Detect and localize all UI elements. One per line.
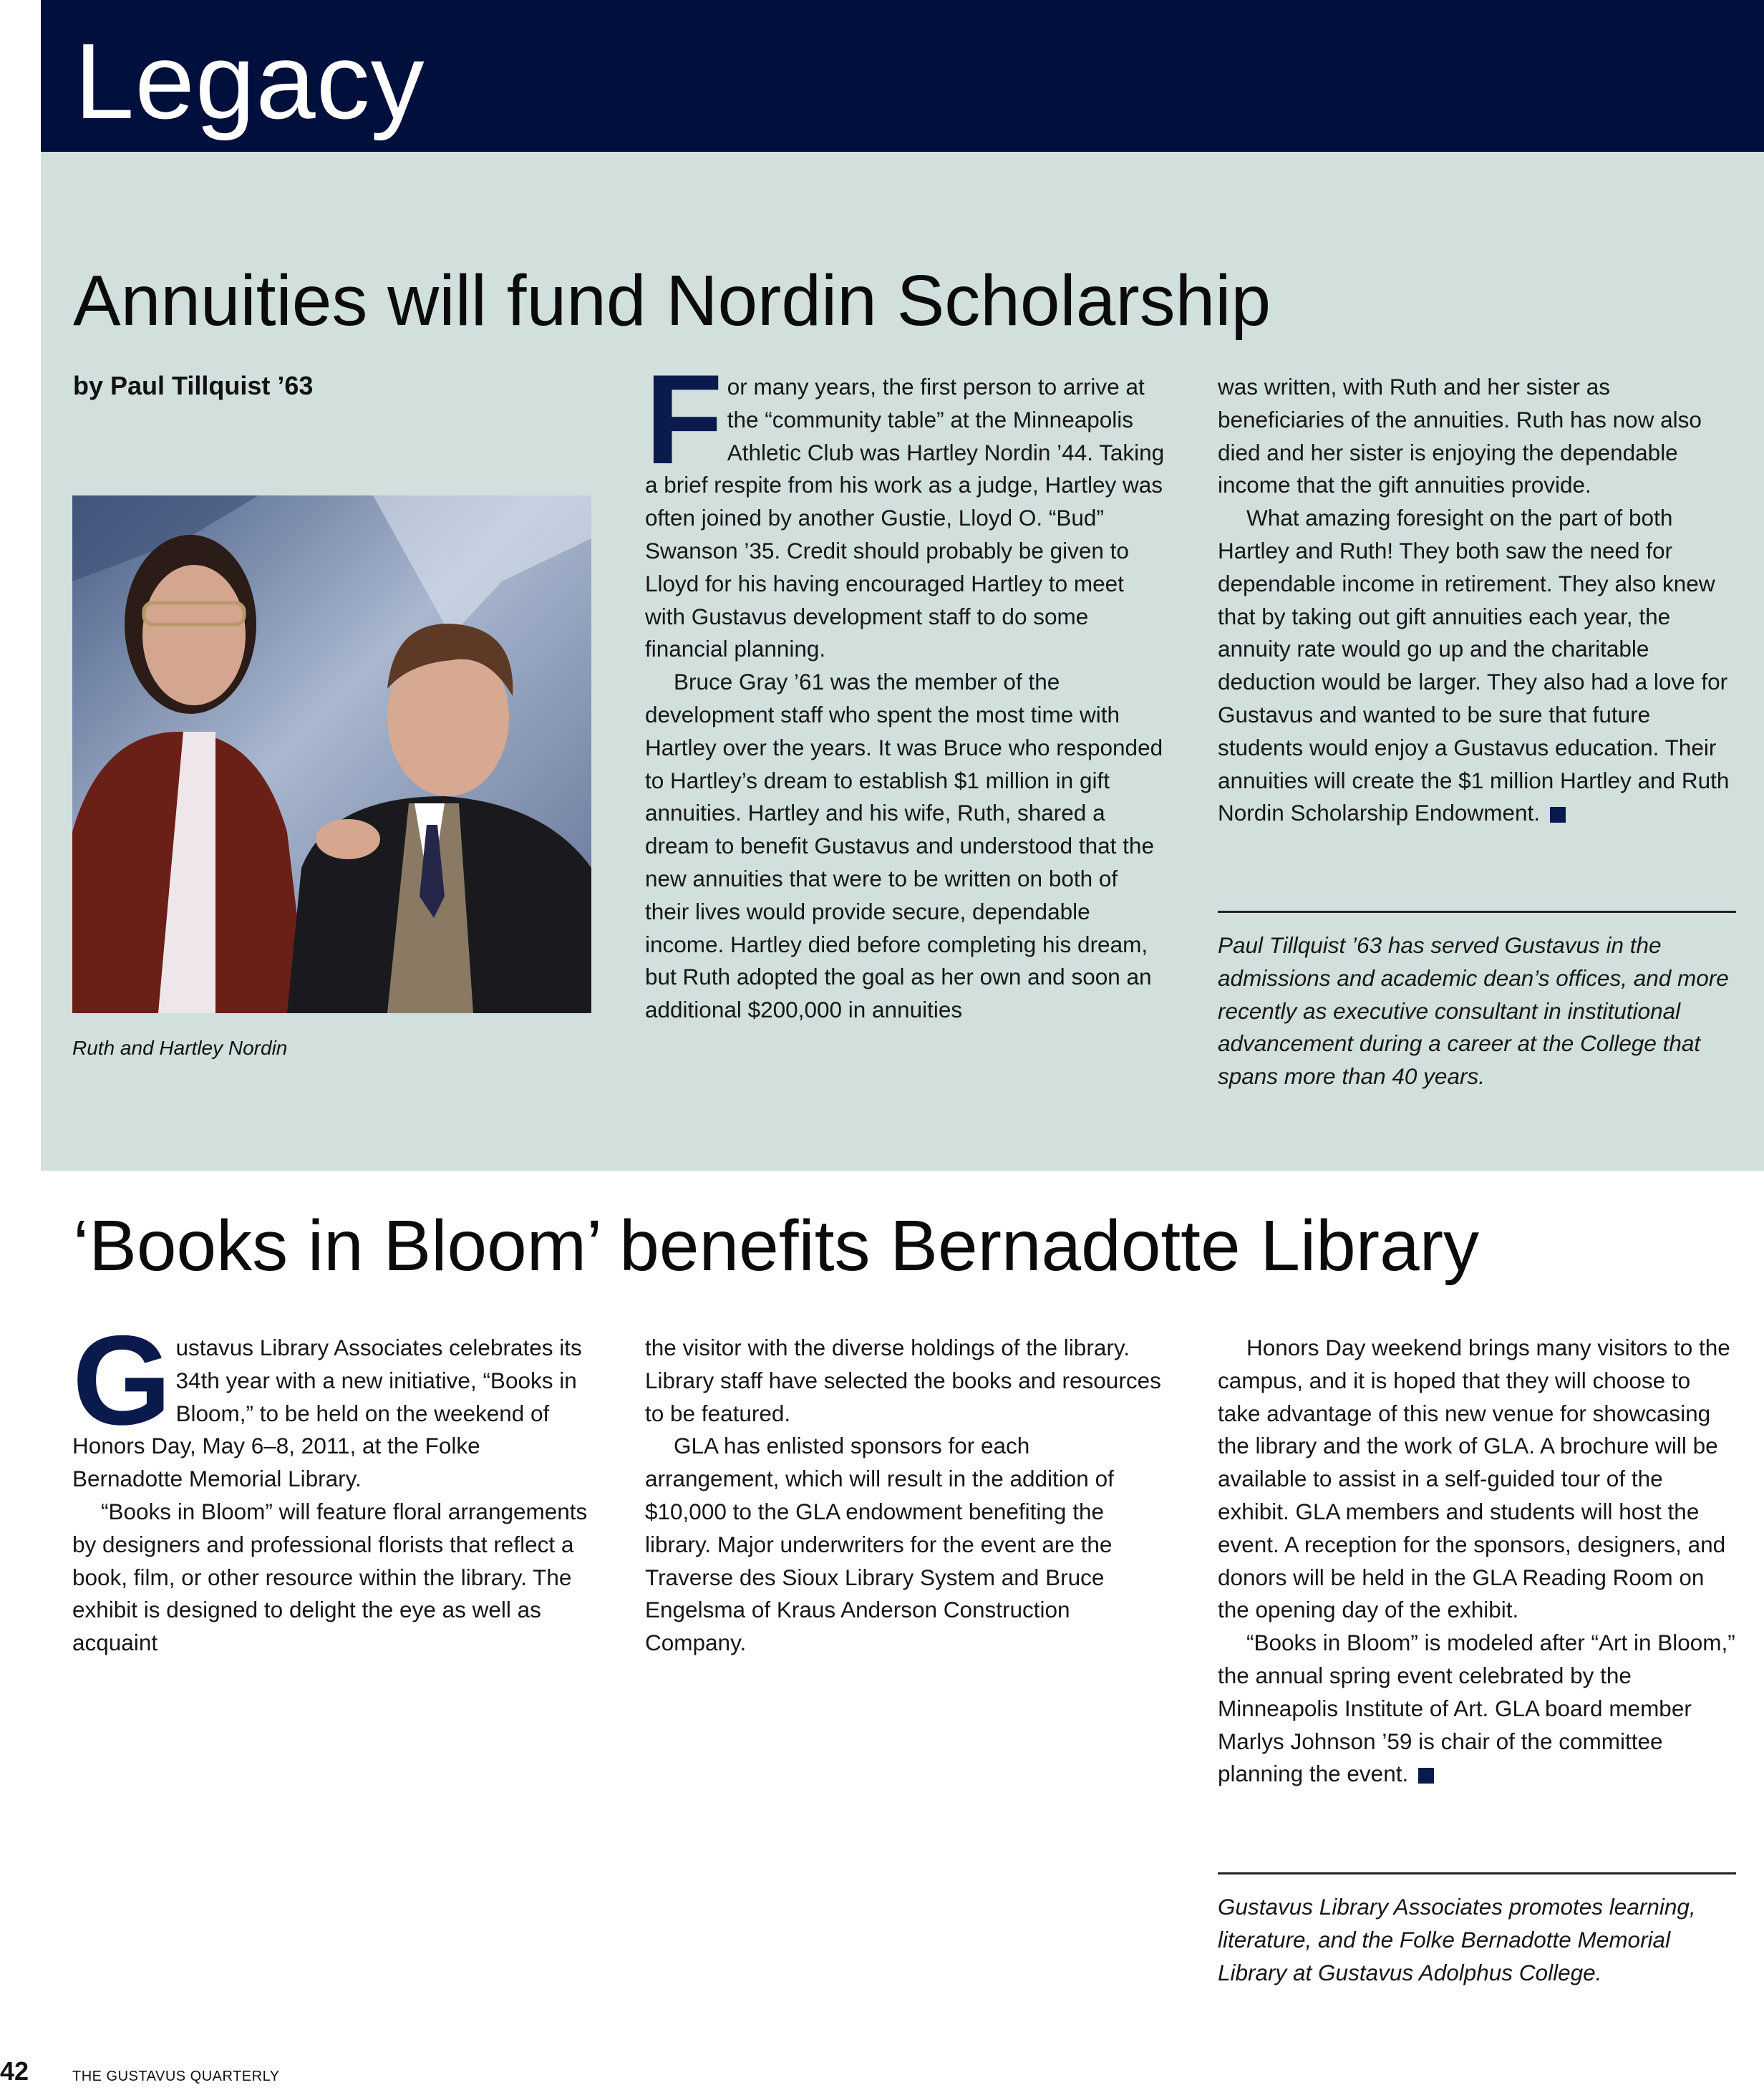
article2-column-3 (1218, 1332, 1739, 1791)
article1-paragraph (1218, 502, 1739, 830)
article1-paragraph (645, 348, 1166, 666)
article2-paragraph: “Books in Bloom” will feature floral arrangements by designers and professional florists that reflect a book, film, or other resource within the library. The exhibit is designed to delight the eye as well as acquaint (72, 1498, 588, 1656)
end-mark-icon (1418, 1768, 1434, 1784)
article1-column-2 (1218, 371, 1739, 830)
photo-caption: Ruth and Hartley Nordin (72, 1037, 288, 1059)
publication-name: THE GUSTAVUS QUARTERLY (72, 2069, 280, 2084)
article1-paragraph: Bruce Gray ’61 was the member of the development staff who spent the most time with Hartley over the years. It was Bruce who responded to Hartley’s dream to establish $1 million in gift annuities. Hartley and his wife, Ruth, shared a dream to benefit Gustavus and understood that the new annuities that were to be written on both of their lives would provide secure, dependable income. Hartley died before completing his dream, but Ruth adopted the goal as her own and soon an additional $200,000 in annuities (645, 669, 1163, 1023)
article2-paragraph (1218, 1627, 1739, 1791)
article2-column-2 (645, 1332, 1166, 1660)
article2-paragraph: the visitor with the diverse holdings of the library. Library staff have selected the books and resources to be featured. (645, 1335, 1161, 1426)
article-headline: Annuities will fund Nordin Scholarship (73, 261, 1271, 341)
paragraph-text: or many years, the first person to arrive at the “community table” at the Minneapolis Athletic Club was Hartley Nordin ’44. Taking a brief respite from his work as a judge, Hartley was often joined by another Gustie, Lloyd O. “Bud” Swanson ’35. Credit should probably be given to Lloyd for his having encouraged Hartley to meet with Gustavus development staff to do some financial planning. (645, 374, 1165, 662)
portrait-illustration (72, 495, 591, 1013)
article1-paragraph: was written, with Ruth and her sister as beneficiaries of the annuities. Ruth has now also died and her sister is enjoying the dependable income that the gift annuities provide. (1218, 374, 1702, 498)
divider-rule (1218, 911, 1736, 913)
byline: by Paul Tillquist ’63 (73, 371, 314, 400)
drop-cap: G (72, 1309, 172, 1451)
article1-column-1 (645, 348, 1166, 1027)
article2-column-1 (72, 1309, 593, 1660)
article2-paragraph: GLA has enlisted sponsors for each arrangement, which will result in the addition of $10,000 to the GLA endowment benefiting the library. Major underwriters for the event are the Traverse des Sioux Library System and Bruce Engelsma of Kraus Anderson Construction Company. (645, 1433, 1114, 1656)
section-title: Legacy (74, 21, 425, 141)
drop-cap: F (645, 348, 723, 490)
divider-rule (1218, 1872, 1736, 1874)
paragraph-text: What amazing foresight on the part of both Hartley and Ruth! They both saw the need for dependable income in retirement. They also knew that by taking out gift annuities each year, the annuity rate would go up and the charitable deduction would be larger. They also had a love for Gustavus and wanted to be sure that future students would enjoy a Gustavus education. Their annuities will create the $1 million Hartley and Ruth Nordin Scholarship Endowment. (1218, 505, 1730, 826)
page-number: 42 (0, 2056, 29, 2086)
paragraph-text: ustavus Library Associates celebrates its 34th year with a new initiative, “Books in Bloom,” to be held on the weekend of Honors Day, May 6–8, 2011, at the Folke Bernadotte Memorial Library. (72, 1335, 582, 1492)
author-note: Paul Tillquist ’63 has served Gustavus in the admissions and academic dean’s offices, and more recently as executive consultant in institutional advancement during a career at the College that spans more than 40 years. (1218, 932, 1729, 1090)
organization-note: Gustavus Library Associates promotes learning, literature, and the Folke Bernadotte Memorial Library at Gustavus Adolphus College. (1218, 1894, 1696, 1985)
paragraph-text: “Books in Bloom” is modeled after “Art in Bloom,” the annual spring event celebrated by the Minneapolis Institute of Art. GLA board member Marlys Johnson ’59 is chair of the committee planning the event. (1218, 1630, 1735, 1787)
end-mark-icon (1550, 807, 1566, 823)
article2-paragraph: Honors Day weekend brings many visitors to the campus, and it is hoped that they will choose to take advantage of this new venue for showcasing the library and the work of GLA. A brochure will be available to assist in a self-guided tour of the exhibit. GLA members and students will host the event. A reception for the sponsors, designers, and donors will be held in the GLA Reading Room on the opening day of the exhibit. (1218, 1335, 1730, 1623)
article2-paragraph (72, 1309, 593, 1496)
article-headline: ‘Books in Bloom’ benefits Bernadotte Library (73, 1206, 1480, 1286)
portrait-photo (72, 495, 591, 1013)
